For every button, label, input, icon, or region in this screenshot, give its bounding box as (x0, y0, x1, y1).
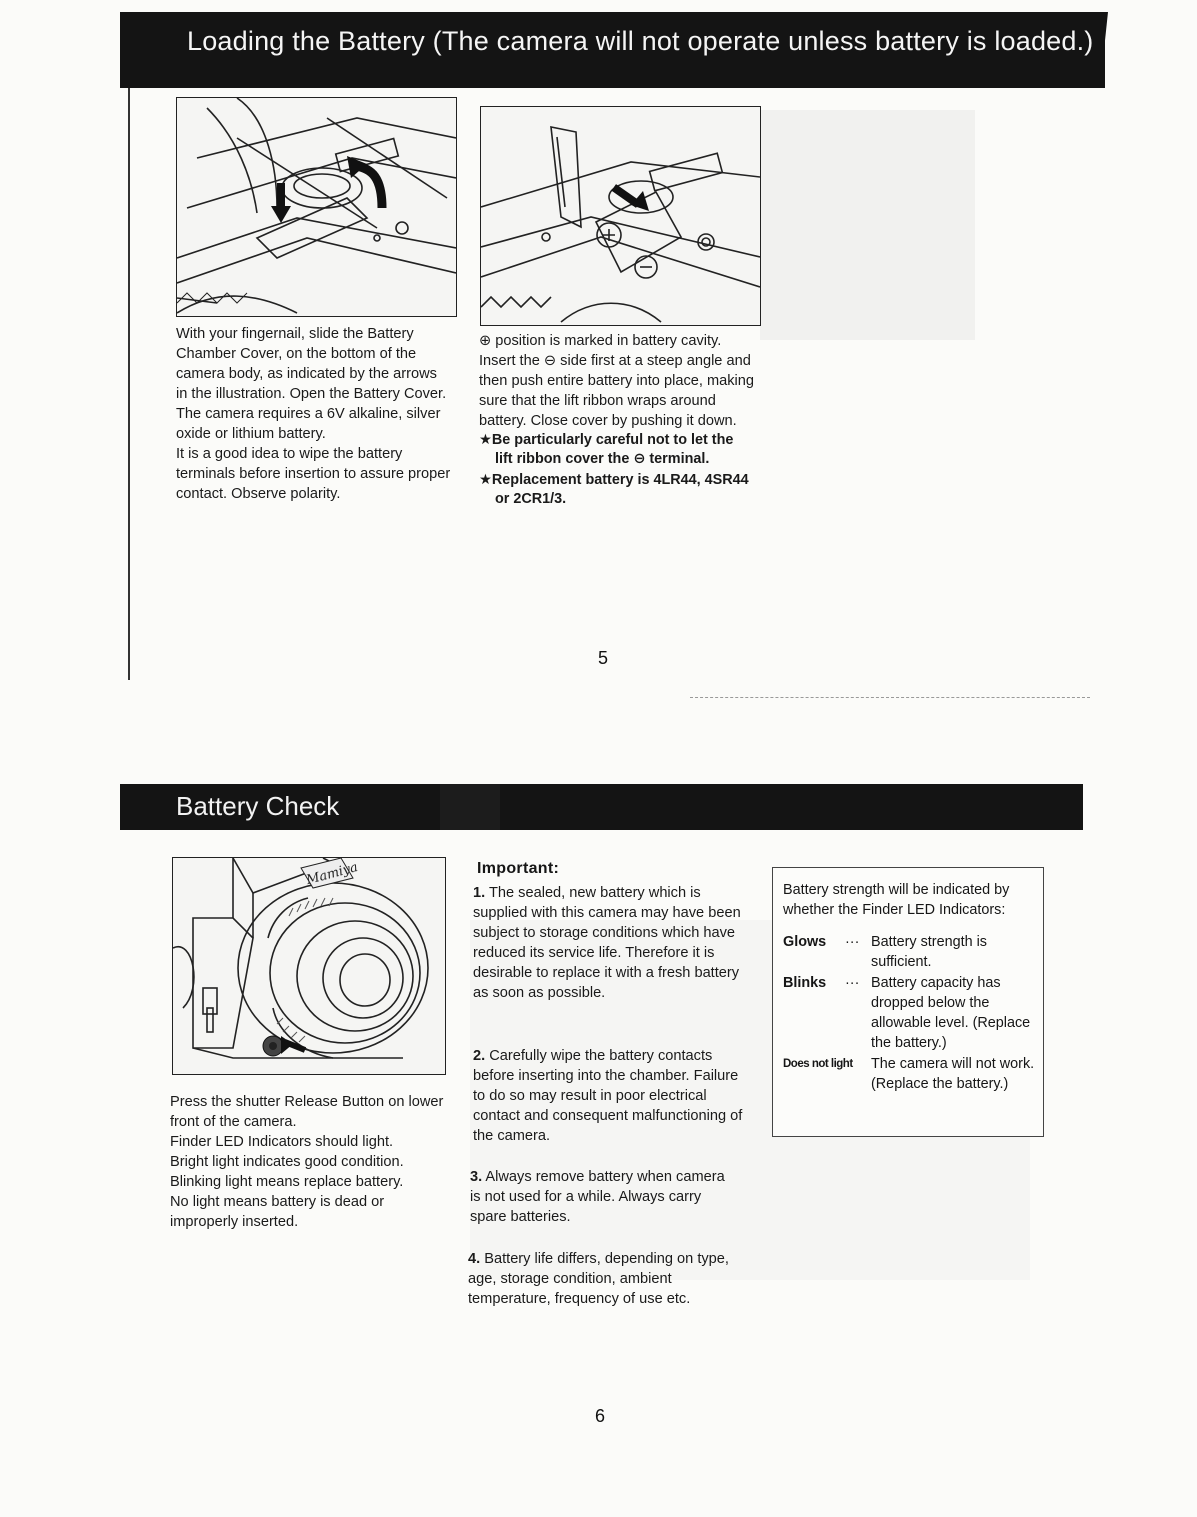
battery-check-instructions (170, 1092, 445, 1232)
battery-cover-illustration (177, 98, 456, 316)
caution-note: ★Be particularly careful not to let the lift ribbon cover the ⊖ terminal. (479, 432, 734, 467)
page-margin-line (128, 30, 130, 680)
item-text: Always remove battery when camera is not used for a while. Always carry spare batteries. (470, 1169, 725, 1225)
figure-slide-cover (176, 97, 457, 317)
item-number: 3. (470, 1169, 483, 1185)
header-tab-slant (440, 784, 500, 830)
indicator-value: The camera will not work. (Replace the battery.) (871, 1056, 1035, 1092)
instruction-paragraph: No light means battery is dead or improperly inserted. (170, 1194, 385, 1230)
instruction-paragraph: Finder LED Indicators should light. (170, 1134, 394, 1150)
item-number: 4. (468, 1251, 481, 1267)
instruction-paragraph: With your fingernail, slide the Battery Chamber Cover, on the bottom of the camera body, as indicated by the arrows in the illustration. Open the Battery Cover. The camera requires a 6V alkaline, silver oxide or lithium battery. (176, 326, 447, 442)
indicator-dots: ··· (845, 975, 860, 991)
item-number: 1. (473, 885, 486, 901)
indicator-row-blinks (783, 973, 1035, 1053)
indicator-dots: ··· (845, 934, 860, 950)
item-text: The sealed, new battery which is supplied with this camera may have been subject to storage conditions which have reduced its service life. Therefore it is desirable to replace it with a fresh battery as soon as possible. (473, 885, 741, 1001)
indicator-row-no-light (783, 1054, 1035, 1094)
instruction-paragraph: Press the shutter Release Button on lower front of the camera. (170, 1094, 444, 1130)
camera-illustration (173, 858, 445, 1074)
important-item (473, 883, 743, 1003)
battery-insert-illustration (481, 107, 760, 325)
instruction-paragraph: Blinking light means replace battery. (170, 1174, 404, 1190)
indicator-value: Battery capacity has dropped below the allowable level. (Replace the battery.) (871, 975, 1031, 1051)
indicator-key: Does not light (783, 1058, 853, 1070)
page-title: Battery Check (176, 791, 340, 821)
item-number: 2. (473, 1048, 486, 1064)
page-number: 5 (598, 648, 609, 668)
important-heading: Important: (477, 860, 560, 877)
indicator-key: Blinks (783, 975, 827, 991)
page-title: Loading the Battery (The camera will not operate unless battery is loaded.) (187, 26, 1094, 56)
box-intro: Battery strength will be indicated by whether the Finder LED Indicators: (783, 882, 1010, 918)
item-text: Carefully wipe the battery contacts before inserting into the chamber. Failure to do so may result in poor electrical contact and consequent malfunctioning of the camera. (473, 1048, 743, 1144)
indicator-value: Battery strength is sufficient. (871, 934, 987, 970)
led-indicator-box (772, 867, 1044, 1137)
scan-line (690, 697, 1090, 698)
important-item (468, 1249, 738, 1309)
figure-insert-battery (480, 106, 761, 326)
important-item (473, 1046, 743, 1146)
instruction-paragraph: Bright light indicates good condition. (170, 1154, 404, 1170)
scan-smudge (760, 110, 975, 340)
page-number: 6 (595, 1406, 606, 1426)
figure-camera (172, 857, 446, 1075)
important-item (470, 1167, 735, 1227)
indicator-key: Glows (783, 934, 827, 950)
indicator-row-glows (783, 932, 1035, 972)
instruction-paragraph: ⊕ position is marked in battery cavity. Insert the ⊖ side first at a steep angle and then push entire battery into place, making sure that the lift ribbon wraps around battery. Close cover by pushing it down. (479, 333, 755, 429)
item-text: Battery life differs, depending on type, age, storage condition, ambient temperature, frequency of use etc. (468, 1251, 729, 1307)
instructions-left (176, 324, 451, 504)
instruction-paragraph: It is a good idea to wipe the battery terminals before insertion to assure proper contact. Observe polarity. (176, 446, 451, 502)
replacement-note: ★Replacement battery is 4LR44, 4SR44 or 2CR1/3. (479, 472, 749, 507)
instructions-right (479, 331, 754, 509)
camera-brand: Mamiya (304, 860, 360, 889)
